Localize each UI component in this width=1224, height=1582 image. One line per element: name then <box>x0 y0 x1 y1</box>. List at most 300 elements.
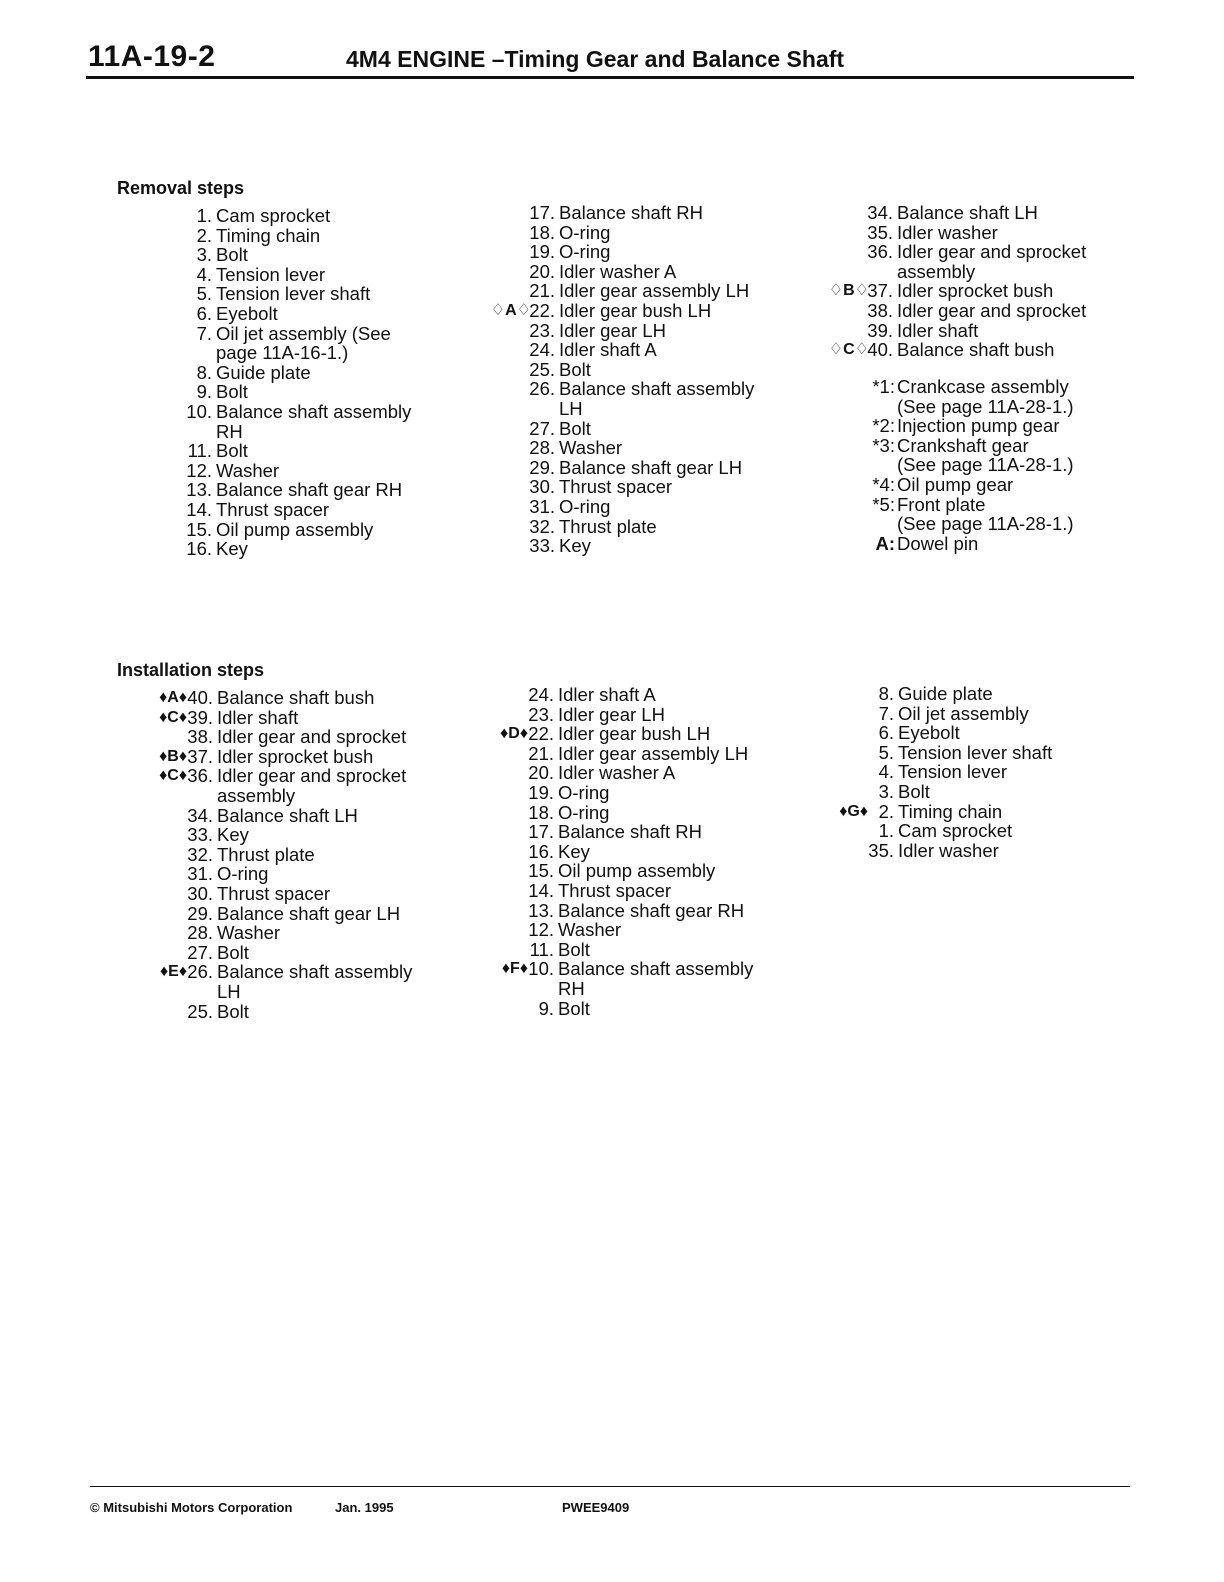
step-number: 34. <box>867 202 893 223</box>
step-item <box>866 684 1052 704</box>
step-text: Idler washer <box>898 839 999 861</box>
step-text: Washer <box>216 459 280 481</box>
step-number: 16. <box>186 538 212 560</box>
step-text: Idler gear bush LH <box>558 723 711 745</box>
step-number: 35. <box>867 221 893 243</box>
step-item <box>527 497 754 517</box>
step-item <box>526 979 753 999</box>
step-number: 10. <box>528 958 554 980</box>
step-text: Idler shaft A <box>558 684 656 705</box>
step-item <box>527 379 754 399</box>
footer-rule <box>90 1486 1130 1487</box>
step-text: page 11A-16-1.) <box>216 342 349 364</box>
step-text: Idler gear and sprocket <box>217 726 407 748</box>
removal-notes <box>865 377 1074 553</box>
step-number: 31. <box>529 495 555 517</box>
step-number: 19. <box>529 241 555 263</box>
step-text: assembly <box>897 260 976 282</box>
step-text: Idler gear bush LH <box>559 299 712 321</box>
step-item <box>159 706 412 728</box>
step-number: 9. <box>196 381 212 403</box>
step-item <box>839 800 1052 822</box>
step-number: 25. <box>187 1000 213 1022</box>
step-item <box>866 841 1052 861</box>
step-number: 33. <box>529 535 555 557</box>
step-item <box>500 723 753 745</box>
step-number: 5. <box>196 283 212 305</box>
step-text: Guide plate <box>898 683 993 704</box>
step-text: Thrust spacer <box>216 498 330 520</box>
step-text: Idler gear and sprocket <box>217 765 407 787</box>
step-number: 3. <box>878 780 894 802</box>
step-item <box>527 281 754 301</box>
step-item <box>527 458 754 478</box>
note-text: Injection pump gear <box>897 415 1060 437</box>
removal-col-1 <box>184 206 411 559</box>
step-number: 5. <box>878 741 894 763</box>
step-number: 28. <box>529 437 555 459</box>
step-item <box>184 343 411 363</box>
step-text: Eyebolt <box>898 722 960 744</box>
step-item <box>184 363 411 383</box>
step-number: 18. <box>528 801 554 823</box>
step-number: 40. <box>867 339 893 361</box>
footer-copyright: © Mitsubishi Motors Corporation <box>90 1500 293 1515</box>
step-item <box>828 339 1086 361</box>
note-item <box>865 416 1074 436</box>
note-key: *3: <box>872 434 895 456</box>
step-item <box>159 745 412 767</box>
step-text: Balance shaft RH <box>558 821 702 843</box>
step-item <box>185 825 412 845</box>
step-text: Tension lever <box>898 761 1008 783</box>
step-text: Idler shaft A <box>559 339 657 361</box>
step-text: Balance shaft assembly <box>558 958 754 980</box>
step-number: 7. <box>878 702 894 724</box>
step-text: O-ring <box>217 863 269 885</box>
step-item <box>184 441 411 461</box>
step-item <box>185 884 412 904</box>
step-text: assembly <box>217 784 296 806</box>
note-item <box>865 436 1074 456</box>
step-number: 15. <box>528 860 554 882</box>
step-item <box>527 242 754 262</box>
step-number: 32. <box>529 515 555 537</box>
step-number: 29. <box>529 456 555 478</box>
note-text: Oil pump gear <box>897 473 1014 495</box>
step-number: 17. <box>528 821 554 843</box>
step-item <box>160 961 413 983</box>
step-text: Key <box>558 840 590 862</box>
service-mark: ♦D♦ <box>500 725 528 743</box>
step-item <box>184 284 411 304</box>
step-text: Thrust spacer <box>217 882 331 904</box>
service-mark: ♦F♦ <box>501 960 528 978</box>
step-text: Oil pump assembly <box>558 860 716 882</box>
step-number: 14. <box>528 879 554 901</box>
step-number: 19. <box>528 781 554 803</box>
step-item <box>159 765 412 787</box>
note-item <box>865 377 1074 397</box>
step-item <box>526 842 753 862</box>
step-text: Bolt <box>898 780 930 802</box>
step-item <box>185 727 412 747</box>
step-text: Balance shaft RH <box>559 202 703 223</box>
note-item <box>865 397 1074 417</box>
step-item <box>527 399 754 419</box>
step-number: 8. <box>196 361 212 383</box>
step-item <box>527 223 754 243</box>
step-text: Balance shaft LH <box>217 804 358 826</box>
step-number: 6. <box>878 722 894 744</box>
note-text: (See page 11A-28-1.) <box>897 513 1074 535</box>
step-item <box>866 704 1052 724</box>
step-item <box>526 999 753 1019</box>
step-item <box>185 845 412 865</box>
step-item <box>185 786 412 806</box>
step-text: Bolt <box>559 358 591 380</box>
step-item <box>184 461 411 481</box>
step-text: Idler sprocket bush <box>897 280 1054 302</box>
step-text: Bolt <box>217 1000 249 1022</box>
step-text: Thrust spacer <box>558 879 672 901</box>
step-text: Tension lever shaft <box>898 741 1053 763</box>
step-item <box>184 324 411 344</box>
step-number: 26. <box>187 961 213 983</box>
step-text: Cam sprocket <box>216 205 331 226</box>
step-text: Idler gear and sprocket <box>897 241 1087 263</box>
step-text: Balance shaft gear LH <box>217 902 401 924</box>
step-item <box>526 822 753 842</box>
step-text: Idler gear LH <box>558 703 665 725</box>
step-item <box>527 536 754 556</box>
step-text: Idler washer A <box>559 260 677 282</box>
note-item <box>865 455 1074 475</box>
step-item <box>184 480 411 500</box>
step-number: 1. <box>878 820 894 842</box>
step-text: Bolt <box>558 938 590 960</box>
step-text: Bolt <box>217 941 249 963</box>
footer-code: PWEE9409 <box>562 1500 630 1515</box>
step-number: 4. <box>196 263 212 285</box>
note-text: Crankcase assembly <box>897 376 1069 397</box>
step-item <box>526 803 753 823</box>
step-text: Balance shaft gear RH <box>216 479 403 501</box>
step-text: Idler sprocket bush <box>217 745 374 767</box>
step-item <box>184 402 411 422</box>
step-text: Idler washer A <box>558 762 676 784</box>
step-number: 10. <box>186 400 212 422</box>
step-item <box>866 782 1052 802</box>
step-item <box>184 265 411 285</box>
step-number: 12. <box>186 459 212 481</box>
step-number: 35. <box>868 839 894 861</box>
step-item <box>865 203 1086 223</box>
service-mark: ♢C♢ <box>828 341 869 359</box>
installation-col-3 <box>839 683 1053 861</box>
removal-col-2 <box>490 202 755 557</box>
step-text: Idler gear assembly LH <box>558 742 749 764</box>
step-text: Balance shaft gear RH <box>558 899 745 921</box>
step-item <box>526 901 753 921</box>
step-number: 8. <box>878 683 894 704</box>
step-item <box>526 940 753 960</box>
step-number: 6. <box>196 302 212 324</box>
step-item <box>527 340 754 360</box>
footer-date: Jan. 1995 <box>335 1500 394 1515</box>
note-item <box>865 534 1074 554</box>
step-text: Bolt <box>216 381 248 403</box>
step-item <box>185 943 412 963</box>
service-mark: ♢B♢ <box>828 282 869 300</box>
step-item <box>527 419 754 439</box>
note-key: A: <box>875 532 895 554</box>
step-text: Bolt <box>216 440 248 462</box>
step-item <box>866 762 1052 782</box>
step-number: 38. <box>867 299 893 321</box>
step-number: 36. <box>187 765 213 787</box>
note-item <box>865 514 1074 534</box>
step-text: Thrust plate <box>217 843 315 865</box>
step-number: 34. <box>187 804 213 826</box>
step-number: 7. <box>196 322 212 344</box>
step-item <box>866 821 1052 841</box>
step-number: 13. <box>186 479 212 501</box>
note-text: (See page 11A-28-1.) <box>897 454 1074 476</box>
step-text: Balance shaft assembly <box>216 400 412 422</box>
step-text: Guide plate <box>216 361 311 383</box>
step-number: 21. <box>529 280 555 302</box>
step-text: Tension lever <box>216 263 326 285</box>
page-title: 4M4 ENGINE –Timing Gear and Balance Shaft <box>346 46 845 72</box>
step-number: 2. <box>878 800 894 822</box>
service-mark: ♦G♦ <box>839 802 868 820</box>
step-number: 3. <box>196 244 212 266</box>
step-number: 37. <box>867 280 893 302</box>
step-text: Washer <box>559 437 623 459</box>
step-text: Timing chain <box>898 800 1003 822</box>
step-number: 29. <box>187 902 213 924</box>
removal-heading: Removal steps <box>117 178 245 198</box>
step-item <box>866 743 1052 763</box>
step-item <box>865 321 1086 341</box>
step-item <box>527 477 754 497</box>
step-item <box>184 422 411 442</box>
step-text: O-ring <box>559 241 611 263</box>
step-number: 1. <box>196 205 212 226</box>
step-number: 23. <box>529 319 555 341</box>
step-item <box>159 687 412 708</box>
step-number: 22. <box>529 299 555 321</box>
note-key: *1: <box>872 376 895 397</box>
step-number: 26. <box>529 378 555 400</box>
step-text: Balance shaft assembly <box>559 378 755 400</box>
step-text: Cam sprocket <box>898 820 1013 842</box>
step-text: Key <box>216 538 248 560</box>
installation-col-2 <box>500 684 754 1019</box>
step-item <box>184 382 411 402</box>
step-item <box>184 226 411 246</box>
step-number: 28. <box>187 922 213 944</box>
step-text: Key <box>217 824 249 846</box>
step-number: 31. <box>187 863 213 885</box>
step-item <box>184 245 411 265</box>
step-text: O-ring <box>558 781 610 803</box>
service-mark: ♦B♦ <box>159 747 187 765</box>
step-text: Balance shaft assembly <box>217 961 413 983</box>
step-item <box>185 923 412 943</box>
step-text: Idler washer <box>897 221 998 243</box>
step-item <box>526 763 753 783</box>
step-text: Eyebolt <box>216 302 278 324</box>
step-text: Oil jet assembly (See <box>216 322 391 344</box>
step-text: Oil jet assembly <box>898 702 1029 724</box>
step-text: Idler shaft <box>217 706 299 728</box>
step-item <box>527 360 754 380</box>
service-mark: ♦C♦ <box>159 767 187 785</box>
note-text: (See page 11A-28-1.) <box>897 395 1074 417</box>
step-text: Idler gear LH <box>559 319 666 341</box>
installation-heading: Installation steps <box>117 660 265 680</box>
step-number: 27. <box>187 941 213 963</box>
step-item <box>865 301 1086 321</box>
removal-col-3 <box>828 202 1087 361</box>
step-item <box>865 223 1086 243</box>
step-item <box>526 783 753 803</box>
step-number: 30. <box>529 476 555 498</box>
step-text: Washer <box>217 922 281 944</box>
service-mark: ♦A♦ <box>159 689 187 706</box>
step-text: RH <box>558 977 585 999</box>
step-number: 2. <box>196 224 212 246</box>
note-key: *4: <box>872 473 895 495</box>
note-text: Crankshaft gear <box>897 434 1029 456</box>
header-rule <box>86 76 1134 79</box>
step-number: 14. <box>186 498 212 520</box>
step-number: 39. <box>867 319 893 341</box>
step-item <box>526 861 753 881</box>
step-item <box>185 806 412 826</box>
step-number: 18. <box>529 221 555 243</box>
step-text: Balance shaft gear LH <box>559 456 743 478</box>
step-number: 22. <box>528 723 554 745</box>
step-item <box>185 864 412 884</box>
step-number: 23. <box>528 703 554 725</box>
step-text: O-ring <box>559 495 611 517</box>
step-text: Bolt <box>216 244 248 266</box>
step-item <box>526 705 753 725</box>
step-item <box>490 299 754 321</box>
step-text: Timing chain <box>216 224 321 246</box>
step-text: Washer <box>558 919 622 941</box>
step-item <box>184 500 411 520</box>
step-number: 32. <box>187 843 213 865</box>
step-text: Thrust spacer <box>559 476 673 498</box>
step-text: LH <box>217 980 241 1002</box>
step-item <box>865 262 1086 282</box>
step-number: 15. <box>186 518 212 540</box>
note-key: *5: <box>872 493 895 515</box>
step-item <box>527 517 754 537</box>
step-item <box>184 520 411 540</box>
step-text: O-ring <box>558 801 610 823</box>
step-number: 24. <box>529 339 555 361</box>
step-number: 37. <box>187 745 213 767</box>
service-mark: ♦E♦ <box>160 963 187 981</box>
step-number: 12. <box>528 919 554 941</box>
step-number: 24. <box>528 684 554 705</box>
note-item <box>865 495 1074 515</box>
step-item <box>185 904 412 924</box>
step-text: Balance shaft bush <box>897 339 1055 361</box>
step-number: 40. <box>187 687 213 708</box>
step-item <box>865 242 1086 262</box>
step-number: 11. <box>529 938 554 960</box>
step-number: 13. <box>528 899 554 921</box>
step-item <box>866 723 1052 743</box>
step-number: 11. <box>187 440 212 462</box>
step-item <box>526 920 753 940</box>
step-item <box>526 685 753 705</box>
step-item <box>184 304 411 324</box>
step-text: Balance shaft LH <box>897 202 1038 223</box>
step-number: 16. <box>528 840 554 862</box>
service-mark: ♢A♢ <box>490 301 531 319</box>
step-text: RH <box>216 420 243 442</box>
note-text: Dowel pin <box>897 532 979 554</box>
step-text: Idler shaft <box>897 319 979 341</box>
step-number: 33. <box>187 824 213 846</box>
step-item <box>526 881 753 901</box>
step-text: Bolt <box>558 997 590 1019</box>
note-key: *2: <box>872 415 895 437</box>
step-text: Idler gear and sprocket <box>897 299 1087 321</box>
step-item <box>501 958 754 980</box>
step-item <box>527 203 754 223</box>
step-number: 17. <box>529 202 555 223</box>
step-text: LH <box>559 397 583 419</box>
step-number: 27. <box>529 417 555 439</box>
step-number: 38. <box>187 726 213 748</box>
step-item <box>828 280 1086 302</box>
step-text: Oil pump assembly <box>216 518 374 540</box>
step-item <box>185 1002 412 1022</box>
service-mark: ♦C♦ <box>159 708 187 726</box>
note-text: Front plate <box>897 493 986 515</box>
step-number: 30. <box>187 882 213 904</box>
step-text: Key <box>559 535 591 557</box>
step-number: 20. <box>528 762 554 784</box>
page-number: 11A-19-2 <box>88 40 216 73</box>
step-number: 4. <box>878 761 894 783</box>
step-text: Bolt <box>559 417 591 439</box>
step-number: 25. <box>529 358 555 380</box>
step-number: 20. <box>529 260 555 282</box>
step-item <box>184 539 411 559</box>
step-item <box>527 262 754 282</box>
step-number: 9. <box>538 997 554 1019</box>
step-text: Balance shaft bush <box>217 687 375 708</box>
step-text: Idler gear assembly LH <box>559 280 750 302</box>
step-item <box>184 206 411 226</box>
step-text: Tension lever shaft <box>216 283 371 305</box>
step-text: O-ring <box>559 221 611 243</box>
installation-col-1 <box>159 687 413 1022</box>
step-text: Thrust plate <box>559 515 657 537</box>
step-item <box>526 744 753 764</box>
step-number: 39. <box>187 706 213 728</box>
step-number: 21. <box>528 742 554 764</box>
